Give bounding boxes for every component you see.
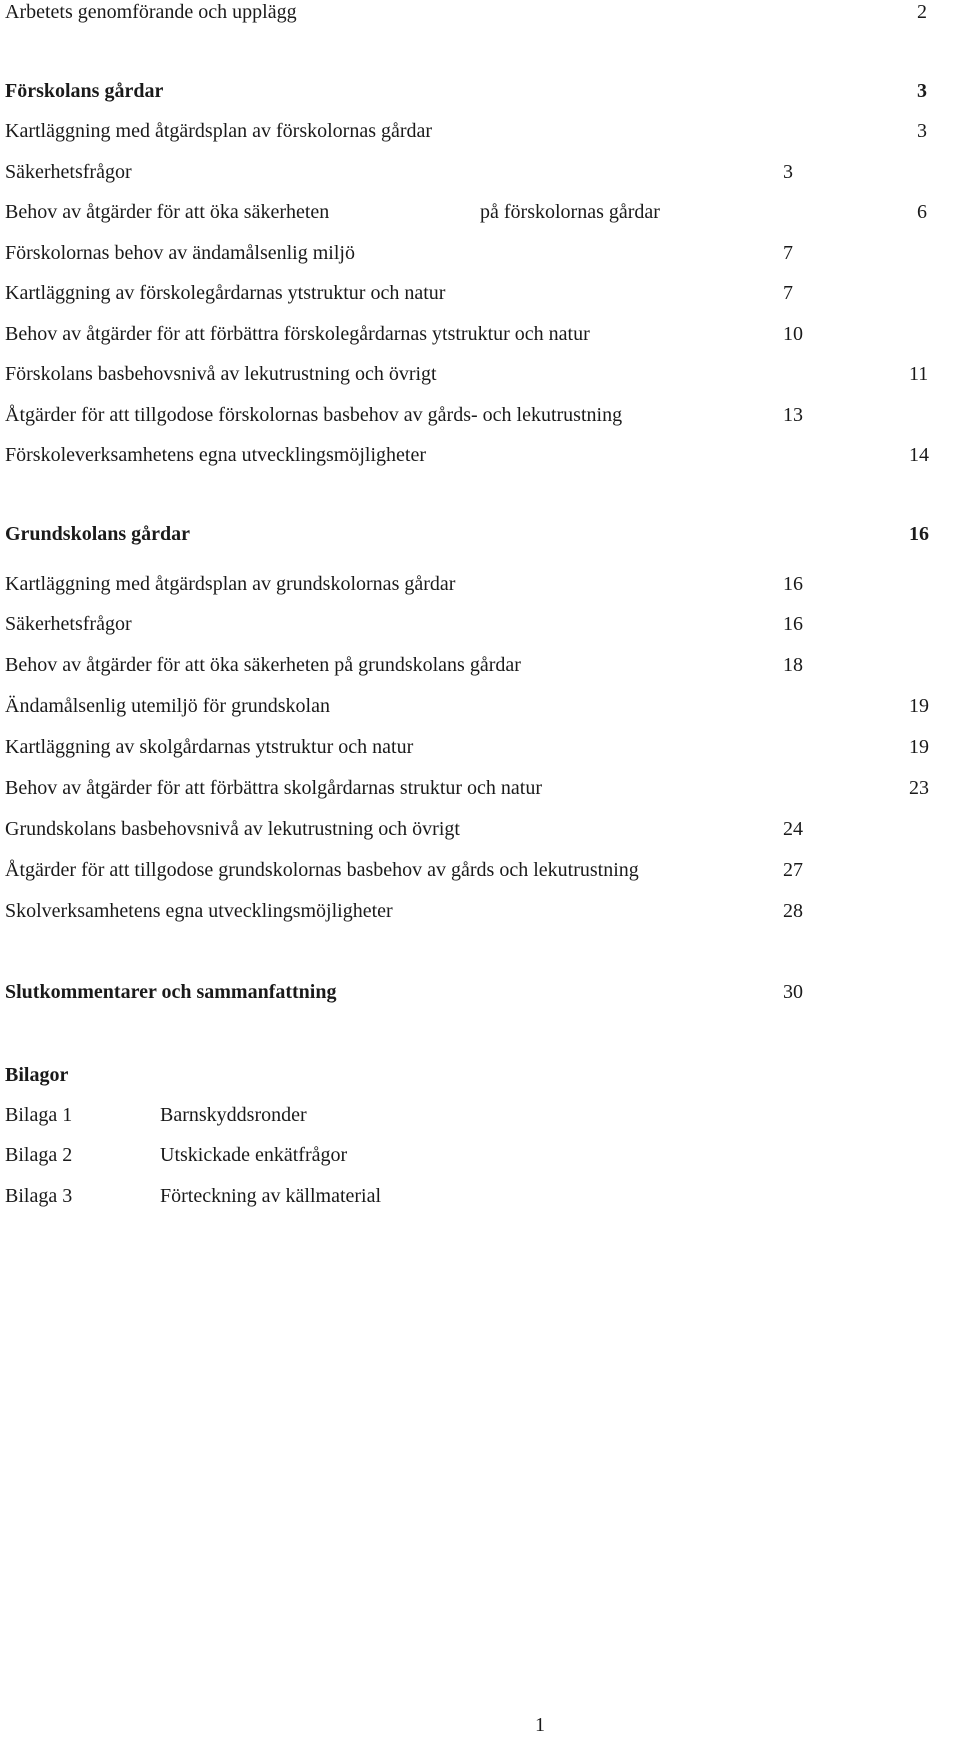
toc-heading-title: Slutkommentarer och sammanfattning [5, 981, 337, 1003]
toc-entry[interactable] [5, 609, 803, 639]
toc-entry[interactable] [5, 359, 929, 389]
bilaga-label: Bilaga 3 [5, 1185, 73, 1207]
toc-entry[interactable] [5, 157, 793, 187]
bilaga-label: Bilaga 1 [5, 1104, 73, 1126]
toc-entry-title: Arbetets genomförande och upplägg [5, 1, 297, 23]
toc-entry-title-continuation: på förskolornas gårdar [480, 201, 660, 223]
toc-entry-title: Kartläggning av skolgårdarnas ytstruktur och natur [5, 736, 414, 758]
bilagor-heading: Bilagor [5, 1064, 69, 1086]
toc-entry-title: Säkerhetsfrågor [5, 161, 132, 183]
toc-heading-title: Förskolans gårdar [5, 80, 164, 102]
toc-entry-page: 16 [783, 613, 803, 635]
toc-entry[interactable] [5, 732, 929, 762]
toc-entry[interactable] [5, 319, 803, 349]
toc-entry-title: Åtgärder för att tillgodose förskolornas basbehov av gårds- och lekutrustning [5, 404, 623, 426]
toc-entry-page: 23 [909, 777, 929, 799]
toc-heading-page: 16 [909, 523, 929, 545]
toc-entry-page: 19 [909, 736, 929, 758]
toc-entry-page: 3 [917, 120, 927, 142]
toc-entry-page: 24 [783, 818, 803, 840]
toc-entry-title: Förskolornas behov av ändamålsenlig miljö [5, 242, 355, 264]
toc-entry-page: 19 [909, 695, 929, 717]
toc-heading-slut[interactable] [5, 977, 803, 1007]
toc-entry-page: 6 [917, 201, 927, 223]
toc-entry[interactable] [5, 116, 927, 146]
toc-entry[interactable] [5, 855, 803, 885]
toc-entry[interactable] [5, 278, 793, 308]
toc-entry-title: Skolverksamhetens egna utvecklingsmöjligheter [5, 900, 393, 922]
toc-entry-page: 28 [783, 900, 803, 922]
toc-entry-title: Kartläggning med åtgärdsplan av grundskolornas gårdar [5, 573, 456, 595]
toc-entry-title: Säkerhetsfrågor [5, 613, 132, 635]
toc-entry-intro[interactable] [5, 0, 927, 27]
toc-entry[interactable] [5, 650, 803, 680]
toc-heading-forskola[interactable] [5, 76, 927, 106]
toc-entry[interactable] [5, 440, 929, 470]
toc-entry-page: 7 [783, 282, 793, 304]
toc-entry-page: 16 [783, 573, 803, 595]
toc-entry-page: 3 [783, 161, 793, 183]
toc-entry-title: Behov av åtgärder för att öka säkerheten på grundskolans gårdar [5, 654, 521, 676]
toc-heading-page: 30 [783, 981, 803, 1003]
toc-entry-title: Kartläggning av förskolegårdarnas ytstruktur och natur [5, 282, 446, 304]
bilaga-item[interactable] [5, 1100, 307, 1130]
toc-entry-page: 2 [917, 1, 927, 23]
bilaga-description: Barnskyddsronder [160, 1104, 307, 1126]
toc-entry[interactable] [5, 896, 803, 926]
toc-entry[interactable] [5, 691, 929, 721]
toc-entry-title: Behov av åtgärder för att förbättra förskolegårdarnas ytstruktur och natur [5, 323, 590, 345]
bilaga-description: Förteckning av källmaterial [160, 1185, 382, 1207]
toc-entry-title: Kartläggning med åtgärdsplan av förskolornas gårdar [5, 120, 433, 142]
toc-heading-title: Grundskolans gårdar [5, 523, 191, 545]
toc-entry-page: 7 [783, 242, 793, 264]
bilaga-item[interactable] [5, 1140, 348, 1170]
toc-heading-grundskola[interactable] [5, 519, 929, 549]
toc-entry-title: Behov av åtgärder för att förbättra skolgårdarnas struktur och natur [5, 777, 543, 799]
bilaga-label: Bilaga 2 [5, 1144, 73, 1166]
toc-entry-title: Åtgärder för att tillgodose grundskolornas basbehov av gårds och lekutrustning [5, 859, 639, 881]
toc-entry[interactable] [5, 569, 803, 599]
toc-entry-page: 14 [909, 444, 929, 466]
toc-entry[interactable] [5, 197, 927, 227]
toc-entry-page: 27 [783, 859, 803, 881]
toc-entry-title: Ändamålsenlig utemiljö för grundskolan [5, 695, 330, 717]
toc-entry-title: Behov av åtgärder för att öka säkerheten [5, 201, 330, 223]
toc-entry[interactable] [5, 814, 803, 844]
toc-entry-page: 10 [783, 323, 803, 345]
toc-entry[interactable] [5, 773, 929, 803]
toc-entry-page: 13 [783, 404, 803, 426]
bilaga-description: Utskickade enkätfrågor [160, 1144, 348, 1166]
toc-entry[interactable] [5, 400, 803, 430]
bilaga-item[interactable] [5, 1181, 382, 1211]
page-number: 1 [535, 1714, 545, 1736]
toc-entry-title: Förskoleverksamhetens egna utvecklingsmöjligheter [5, 444, 427, 466]
toc-entry-title: Förskolans basbehovsnivå av lekutrustning och övrigt [5, 363, 437, 385]
toc-entry[interactable] [5, 238, 793, 268]
toc-entry-page: 18 [783, 654, 803, 676]
toc-entry-page: 11 [909, 363, 929, 385]
toc-heading-page: 3 [917, 80, 927, 102]
toc-entry-title: Grundskolans basbehovsnivå av lekutrustning och övrigt [5, 818, 460, 840]
